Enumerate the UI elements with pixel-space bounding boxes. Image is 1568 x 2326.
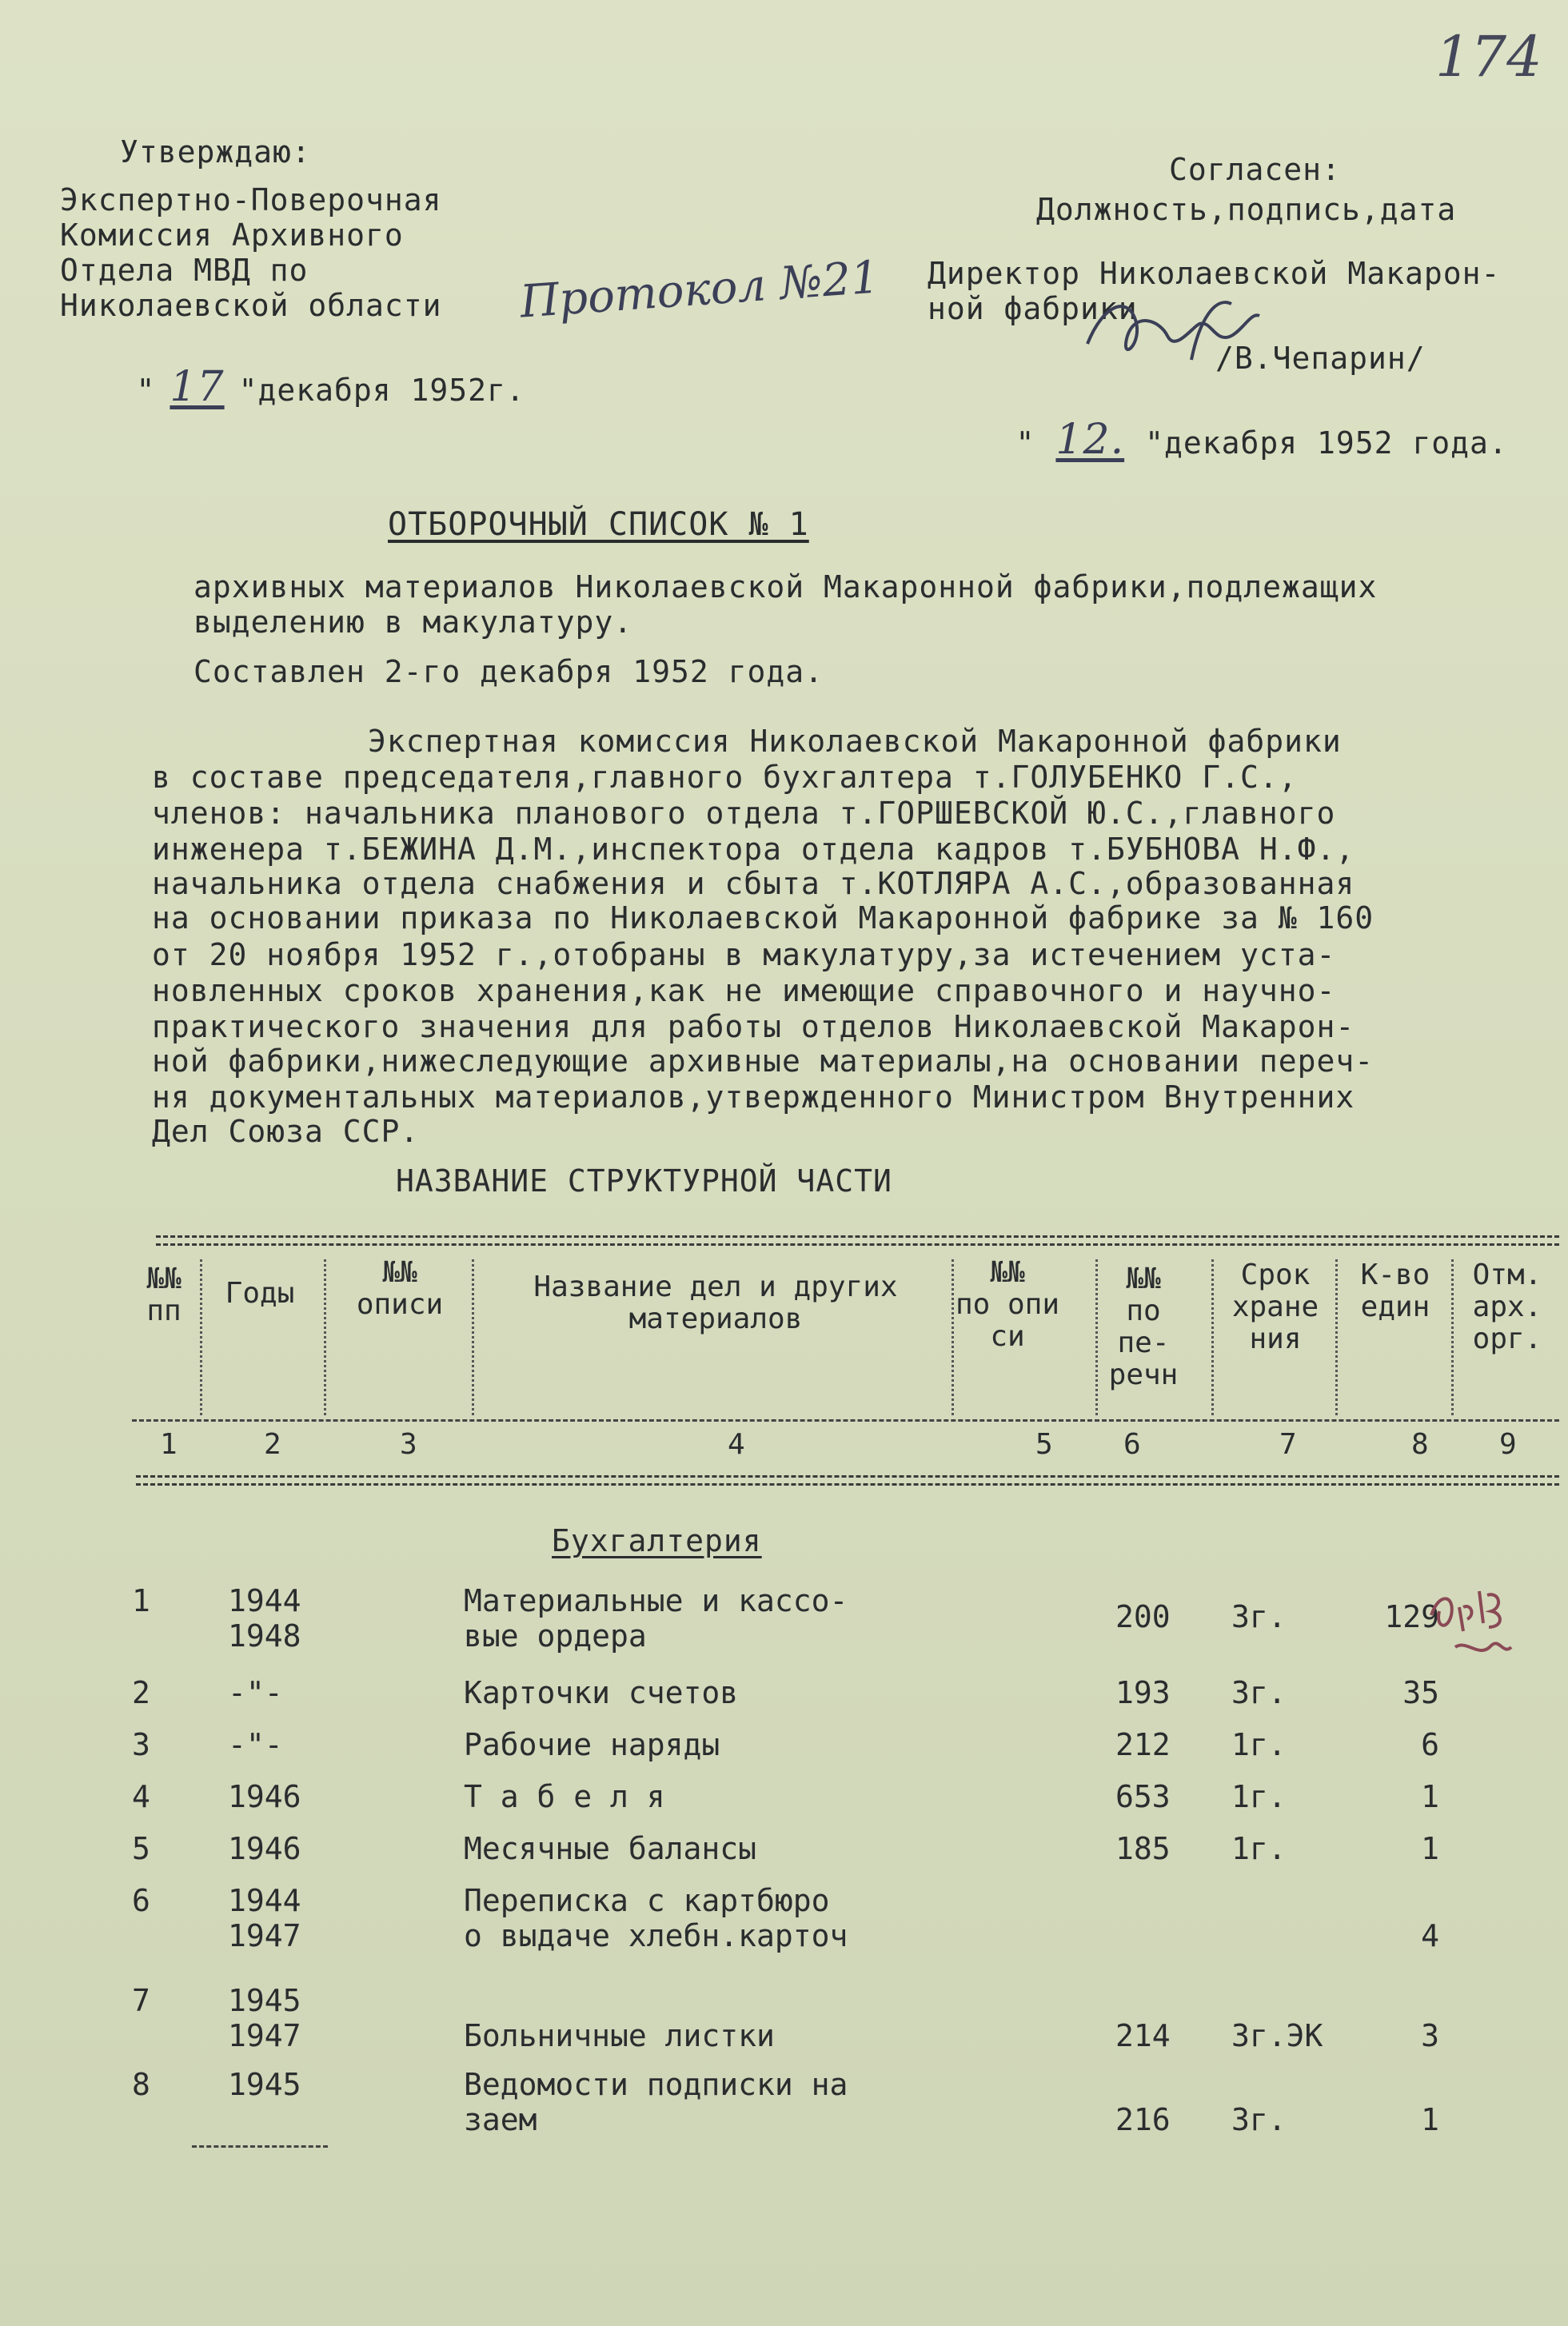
approve-line-3: Отдела МВД по: [60, 253, 309, 288]
column-separator: [952, 1259, 954, 1415]
agree-line-1: Директор Николаевской Макарон-: [928, 256, 1501, 291]
table-header-cell: Название дел и других: [533, 1271, 898, 1303]
column-number-rule: [136, 1475, 1559, 1486]
column-number: 9: [1499, 1428, 1518, 1461]
column-separator: [200, 1259, 202, 1415]
agree-signer: /В.Чепарин/: [1215, 341, 1426, 376]
body-line: от 20 ноября 1952 г.,отобраны в макулатуру,за истечением уста-: [152, 937, 1336, 972]
archive-mark-handwriting: [1423, 1583, 1519, 1671]
column-separator: [1211, 1259, 1214, 1415]
agree-date: [940, 387, 1508, 496]
row-name: Переписка с картбюро: [464, 1883, 830, 1918]
table-header-cell: арх.: [1472, 1291, 1542, 1323]
column-number: 6: [1123, 1428, 1142, 1461]
row-qty: 6: [1421, 1727, 1439, 1762]
row-name: вые ордера: [464, 1618, 647, 1654]
column-separator: [1095, 1259, 1098, 1415]
row-qty: 129: [1384, 1599, 1439, 1634]
table-header-cell: №№: [1126, 1263, 1161, 1295]
row-year: 1947: [228, 2018, 301, 2053]
column-separator: [472, 1259, 474, 1415]
row-name: Карточки счетов: [464, 1675, 739, 1710]
bottom-dashes: [192, 2145, 328, 2148]
intro-line-1: архивных материалов Николаевской Макаронной фабрики,подлежащих: [194, 569, 1378, 604]
row-perechn: 212: [1115, 1727, 1171, 1762]
body-line: начальника отдела снабжения и сбыта т.КОТЛЯРА А.С.,образованная: [152, 866, 1355, 901]
approve-line-2: Комиссия Архивного: [60, 217, 404, 253]
row-qty: 1: [1421, 1779, 1439, 1814]
handwritten-protocol-note: Протокол №21: [518, 251, 881, 329]
body-line: Экспертная комиссия Николаевской Макаронной фабрики: [368, 724, 1342, 759]
column-number: 5: [1035, 1428, 1054, 1461]
body-line: в составе председателя,главного бухгалтера т.ГОЛУБЕНКО Г.С.,: [152, 760, 1298, 795]
row-year: 1948: [228, 1618, 301, 1654]
agree-date-day: 12.: [1055, 416, 1125, 464]
approve-date-rest: "декабря 1952г.: [238, 373, 525, 408]
table-header-cell: си: [990, 1320, 1025, 1353]
row-srok: 3г.: [1231, 1599, 1287, 1634]
column-separator: [1335, 1259, 1338, 1415]
row-number: 5: [132, 1831, 150, 1866]
row-number: 3: [132, 1727, 150, 1762]
row-number: 8: [132, 2067, 150, 2102]
row-qty: 1: [1421, 2102, 1439, 2137]
row-qty: 4: [1421, 1918, 1439, 1953]
table-header-cell: орг.: [1472, 1323, 1542, 1355]
row-srok: 1г.: [1231, 1727, 1287, 1762]
approve-date-day: 17: [170, 363, 225, 411]
row-name: Месячные балансы: [464, 1831, 757, 1866]
table-top-rule: [156, 1235, 1559, 1246]
body-line: ня документальных материалов,утвержденного Министром Внутренних: [152, 1079, 1355, 1115]
row-year: -"-: [228, 1727, 283, 1762]
approve-date-quote: ": [136, 373, 156, 408]
table-header-cell: №№: [382, 1256, 417, 1289]
row-name: Материальные и кассо-: [464, 1583, 848, 1618]
row-qty: 35: [1402, 1675, 1439, 1710]
row-year: 1944: [228, 1583, 301, 1618]
department-heading: Бухгалтерия: [552, 1523, 762, 1558]
row-year: 1946: [228, 1779, 301, 1814]
row-srok: 3г.ЭК: [1231, 2018, 1323, 2053]
row-name: о выдаче хлебн.карточ: [464, 1918, 848, 1953]
agree-subtitle: Должность,подпись,дата: [1036, 192, 1457, 227]
section-heading: НАЗВАНИЕ СТРУКТУРНОЙ ЧАСТИ: [396, 1163, 892, 1199]
table-header-cell: описи: [356, 1288, 444, 1321]
approve-line-4: Николаевской области: [60, 288, 442, 323]
table-header-cell: материалов: [628, 1303, 803, 1335]
row-qty: 1: [1421, 1831, 1439, 1866]
agree-line-2: ной фабрики: [928, 291, 1138, 326]
row-name: Больничные листки: [464, 2018, 775, 2053]
row-number: 6: [132, 1883, 150, 1918]
row-srok: 3г.: [1231, 1675, 1287, 1710]
row-srok: 1г.: [1231, 1831, 1287, 1866]
doc-title: ОТБОРОЧНЫЙ СПИСОК № 1: [388, 506, 809, 543]
column-number: 3: [400, 1428, 418, 1461]
column-separator: [324, 1259, 326, 1415]
body-line: практического значения для работы отделов Николаевской Макарон-: [152, 1009, 1355, 1044]
column-number: 8: [1411, 1428, 1430, 1461]
row-year: 1945: [228, 2067, 301, 2102]
row-perechn: 216: [1115, 2102, 1171, 2137]
table-header-cell: Срок: [1240, 1259, 1311, 1291]
approve-date: [60, 334, 525, 443]
body-line: инженера т.БЕЖИНА Д.М.,инспектора отдела кадров т.БУБНОВА Н.Ф.,: [152, 832, 1355, 867]
row-name: Т а б е л я: [464, 1779, 665, 1814]
body-line: Дел Союза ССР.: [152, 1114, 420, 1149]
agree-date-rest: "декабря 1952 года.: [1145, 425, 1508, 461]
row-perechn: 214: [1115, 2018, 1171, 2053]
page-number: 174: [1435, 24, 1542, 90]
body-line: на основании приказа по Николаевской Макаронной фабрике за № 160: [152, 900, 1374, 936]
table-header-cell: №№: [146, 1263, 182, 1295]
table-header-cell: по: [1126, 1295, 1161, 1327]
row-name: Рабочие наряды: [464, 1727, 720, 1762]
row-name: заем: [464, 2102, 537, 2137]
row-number: 7: [132, 1983, 150, 2018]
body-line: новленных сроков хранения,как не имеющие справочного и научно-: [152, 973, 1336, 1008]
row-srok: 1г.: [1231, 1779, 1287, 1814]
row-year: 1944: [228, 1883, 301, 1918]
approve-title: Утверждаю:: [120, 134, 311, 170]
row-year: 1947: [228, 1918, 301, 1953]
row-year: 1946: [228, 1831, 301, 1866]
intro-line-3: Составлен 2-го декабря 1952 года.: [194, 654, 824, 689]
row-srok: 3г.: [1231, 2102, 1287, 2137]
intro-line-2: выделению в макулатуру.: [194, 604, 633, 640]
row-perechn: 653: [1115, 1779, 1171, 1814]
column-number: 7: [1279, 1428, 1298, 1461]
approve-line-1: Экспертно-Поверочная: [60, 182, 442, 217]
table-header-cell: Годы: [225, 1277, 295, 1310]
row-number: 4: [132, 1779, 150, 1814]
header-separator: [132, 1419, 1559, 1422]
row-qty: 3: [1421, 2018, 1439, 2053]
table-header-cell: ния: [1249, 1323, 1302, 1355]
column-number: 2: [264, 1428, 282, 1461]
body-line: ной фабрики,нижеследующие архивные материалы,на основании переч-: [152, 1043, 1374, 1079]
row-perechn: 200: [1115, 1599, 1171, 1634]
row-number: 2: [132, 1675, 150, 1710]
table-header-cell: №№: [990, 1256, 1025, 1289]
table-header-cell: Отм.: [1472, 1259, 1542, 1291]
column-separator: [1451, 1259, 1454, 1415]
agree-title: Согласен:: [1169, 152, 1341, 187]
column-number: 4: [728, 1428, 746, 1461]
body-line: членов: начальника планового отдела т.ГОРШЕВСКОЙ Ю.С.,главного: [152, 796, 1336, 831]
table-header-cell: един: [1360, 1291, 1430, 1323]
agree-date-quote: ": [1015, 425, 1035, 461]
row-year: 1945: [228, 1983, 301, 2018]
table-header-cell: К-во: [1360, 1259, 1430, 1291]
table-header-cell: по опи: [955, 1288, 1060, 1321]
row-number: 1: [132, 1583, 150, 1618]
table-header-cell: пе-: [1117, 1327, 1170, 1359]
row-name: Ведомости подписки на: [464, 2067, 848, 2102]
row-year: -"-: [228, 1675, 283, 1710]
table-header-cell: пп: [146, 1295, 182, 1327]
row-perechn: 193: [1115, 1675, 1171, 1710]
row-perechn: 185: [1115, 1831, 1171, 1866]
table-header-cell: хране: [1231, 1291, 1319, 1323]
column-number: 1: [160, 1428, 178, 1461]
table-header-cell: речн: [1108, 1358, 1179, 1391]
